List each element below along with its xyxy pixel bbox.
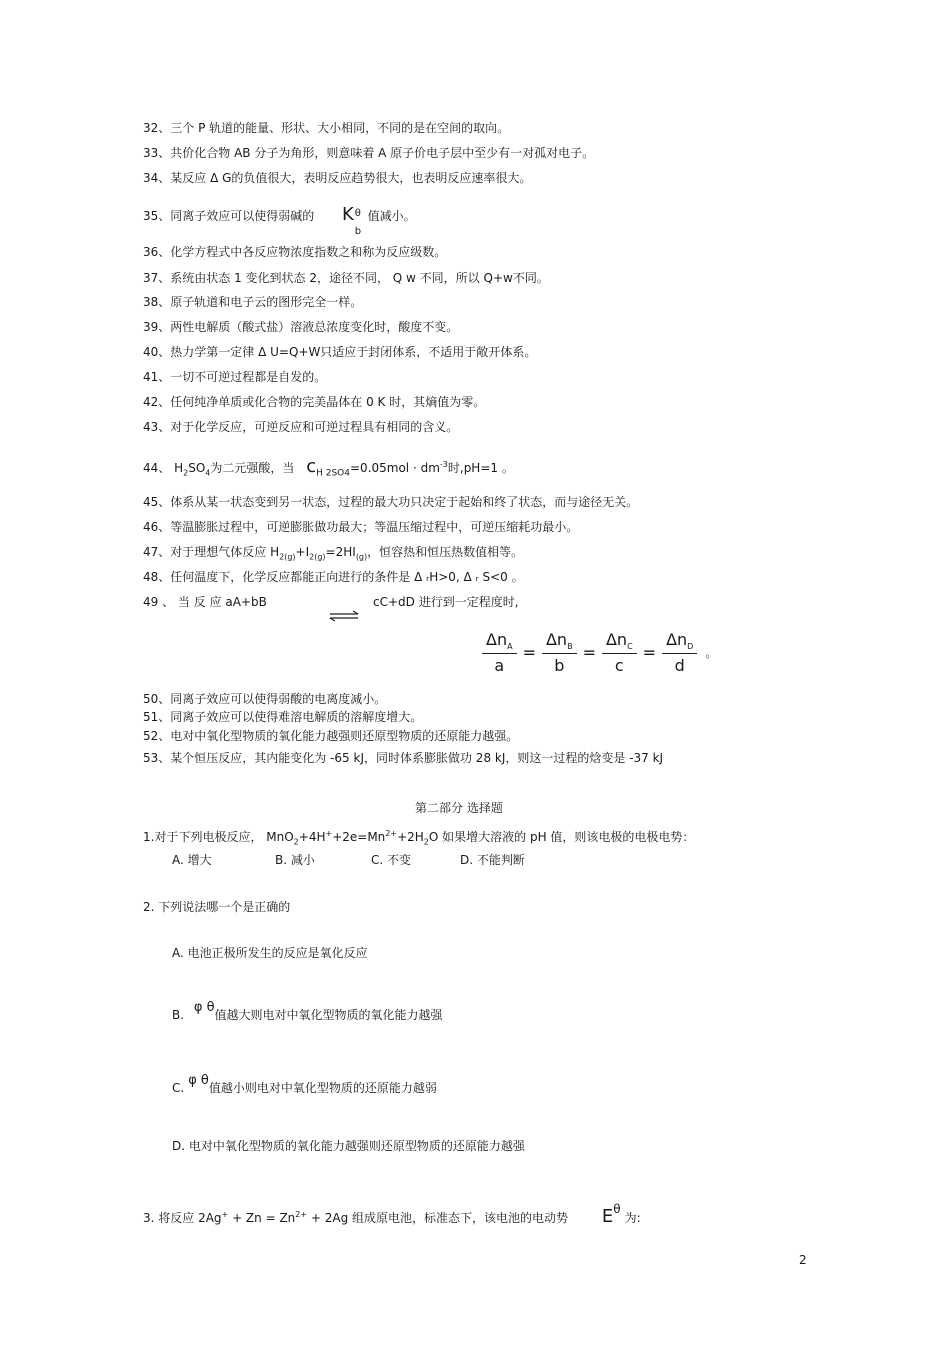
q2-option-b [172,1000,443,1024]
q1-sub-1: 2 [293,837,299,847]
h2-state: 2(g) [279,552,296,562]
hi-product: =2HI [325,545,356,559]
statement-49-end: cC+dD 进行到一定程度时, [373,595,519,609]
q3-sup-1: + [221,1210,229,1219]
q1-option-b: B. 减小 [275,853,315,867]
kb-theta: θ [354,208,361,219]
statement-50: 50、同离子效应可以使得弱酸的电离度减小。 [143,692,387,706]
statement-35-text: 35、同离子效应可以使得弱碱的 [143,209,315,223]
q1-sup-2: 2+ [385,829,398,838]
equals-3: = [642,643,657,663]
statement-38: 38、原子轨道和电子云的图形完全一样。 [143,295,363,309]
h2so4-sub-4: 4 [205,468,211,478]
denominator-c: c [614,656,624,676]
equilibrium-arrow-icon [329,610,359,622]
statement-42: 42、任何纯净单质或化合物的完美晶体在 0 K 时，其熵值为零。 [143,395,486,409]
question-1 [143,826,694,850]
equals-2: = [582,643,596,663]
statement-35 [143,204,416,237]
phi-theta-symbol-2: φ θ [188,1073,209,1088]
concentration-exponent: -3 [439,460,448,469]
q1-part-d: O 如果增大溶液的 pH 值，则该电极的电极电势： [428,830,695,844]
q1-part-a: +4H [298,830,326,844]
statement-33: 33、共价化合物 AB 分子为角形，则意味着 A 原子价电子层中至少有一对孤对电子。 [143,146,595,160]
statement-39: 39、两性电解质（酸式盐）溶液总浓度变化时，酸度不变。 [143,320,459,334]
q3-end: 为: [624,1211,641,1225]
statement-48: 48、任何温度下，化学反应都能正向进行的条件是 Δ ᵣH>0, Δ ᵣ S<0 。 [143,570,524,584]
kb-subscript: b [354,226,362,237]
fraction-a [482,630,517,675]
q1-part-c: +2H [397,830,424,844]
h2so4-sub-2: 2 [183,468,189,478]
q3-sup-2: 2+ [295,1210,308,1219]
statement-40: 40、热力学第一定律 Δ U=Q+W只适应于封闭体系，不适用于敞开体系。 [143,345,537,359]
fraction-c [602,630,637,675]
statement-47 [143,544,523,565]
equals-1: = [522,643,536,663]
delta-n-d: Δn [666,630,688,649]
concentration-subscript: H 2SO4 [316,468,350,479]
statement-35-end: 值减小。 [367,209,416,223]
q3-part-a: + Zn = Zn [228,1211,296,1225]
statement-36: 36、化学方程式中各反应物浓度指数之和称为反应级数。 [143,245,447,259]
q2-c-text: 值越小则电对中氧化型物质的还原能力越弱 [208,1081,437,1095]
q2-option-c [172,1073,437,1097]
statement-44-number: 44、 H [143,461,184,475]
q1-option-a: A. 增大 [172,853,212,867]
kb-symbol: K [341,204,354,225]
fraction-b [542,630,577,675]
statement-44-end: 时,pH=1 。 [447,461,514,475]
q3-text: 3. 将反应 2Ag [143,1211,222,1225]
q1-part-b: +2e=Mn [332,830,386,844]
statement-37: 37、系统由状态 1 变化到状态 2，途径不同， Q w 不同，所以 Q+w不同。 [143,271,549,285]
q1-option-d: D. 不能判断 [460,853,525,867]
q1-sup-1: + [325,829,333,838]
statement-46: 46、等温膨胀过程中，可逆膨胀做功最大；等温压缩过程中，可逆压缩耗功最小。 [143,520,579,534]
emf-theta: θ [613,1202,621,1216]
delta-n-c: Δn [605,630,628,649]
q1-text: 1.对于下列电极反应， MnO [143,830,294,844]
q1-option-c: C. 不变 [371,853,412,867]
q1-sub-2: 2 [423,837,429,847]
statement-52: 52、电对中氧化型物质的氧化能力越强则还原型物质的还原能力越强。 [143,729,519,743]
statement-41: 41、一切不可逆过程都是自发的。 [143,370,327,384]
statement-32: 32、三个 P 轨道的能量、形状、大小相同，不同的是在空间的取向。 [143,121,510,135]
concentration-value: =0.05mol · dm [350,461,440,475]
statement-49-text: 49 、 当 反 应 aA+bB [143,595,267,609]
page-number: 2 [799,1253,807,1267]
q2-option-d: D. 电对中氧化型物质的氧化能力越强则还原型物质的还原能力越强 [172,1139,525,1153]
statement-34: 34、某反应 Δ G的负值很大，表明反应趋势很大，也表明反应速率很大。 [143,171,532,185]
statement-49 [143,594,267,610]
statement-47-text: 47、对于理想气体反应 H [143,545,280,559]
section-heading: 第二部分 选择题 [415,801,503,815]
statement-43: 43、对于化学反应，可逆反应和可逆过程具有相同的含义。 [143,420,459,434]
emf-symbol: E [601,1206,614,1227]
fraction-equation [478,630,717,675]
subscript-c: C [627,642,633,652]
subscript-a: A [507,642,513,652]
q2-b-text: 值越大则电对中氧化型物质的氧化能力越强 [214,1008,443,1022]
statement-45: 45、体系从某一状态变到另一状态，过程的最大功只决定于起始和终了状态，而与途径无关。 [143,495,639,509]
denominator-d: d [674,656,685,676]
q2-c-label: C. [172,1081,185,1095]
phi-theta-symbol: φ θ [193,1000,215,1015]
q2-option-a: A. 电池正极所发生的反应是氧化反应 [172,946,368,960]
h2so4-so: SO [188,461,206,475]
statement-53: 53、某个恒压反应，其内能变化为 -65 kJ，同时体系膨胀做功 28 kJ，则这一过程的焓变是 -37 kJ [143,751,664,765]
statement-47-end: ，恒容热和恒压热数值相等。 [367,545,524,559]
fraction-end: 。 [705,646,718,661]
concentration-symbol: c [306,456,317,477]
statement-44 [143,457,514,481]
denominator-a: a [494,656,505,676]
i2-state: 2(g) [309,552,326,562]
subscript-b: B [567,642,573,652]
statement-51: 51、同离子效应可以使得难溶电解质的溶解度增大。 [143,710,423,724]
iodine: +I [295,545,310,559]
delta-n-a: Δn [486,630,508,649]
hi-state: (g) [355,552,368,562]
q2-b-label: B. [172,1008,185,1022]
statement-44-text: 为二元强酸，当 [210,461,295,475]
delta-n-b: Δn [545,630,568,649]
q3-part-b: + 2Ag 组成原电池，标准态下，该电池的电动势 [307,1211,569,1225]
question-3 [143,1202,641,1227]
fraction-d [662,630,697,675]
question-2: 2. 下列说法哪一个是正确的 [143,900,291,914]
subscript-d: D [687,642,694,652]
denominator-b: b [554,656,565,676]
